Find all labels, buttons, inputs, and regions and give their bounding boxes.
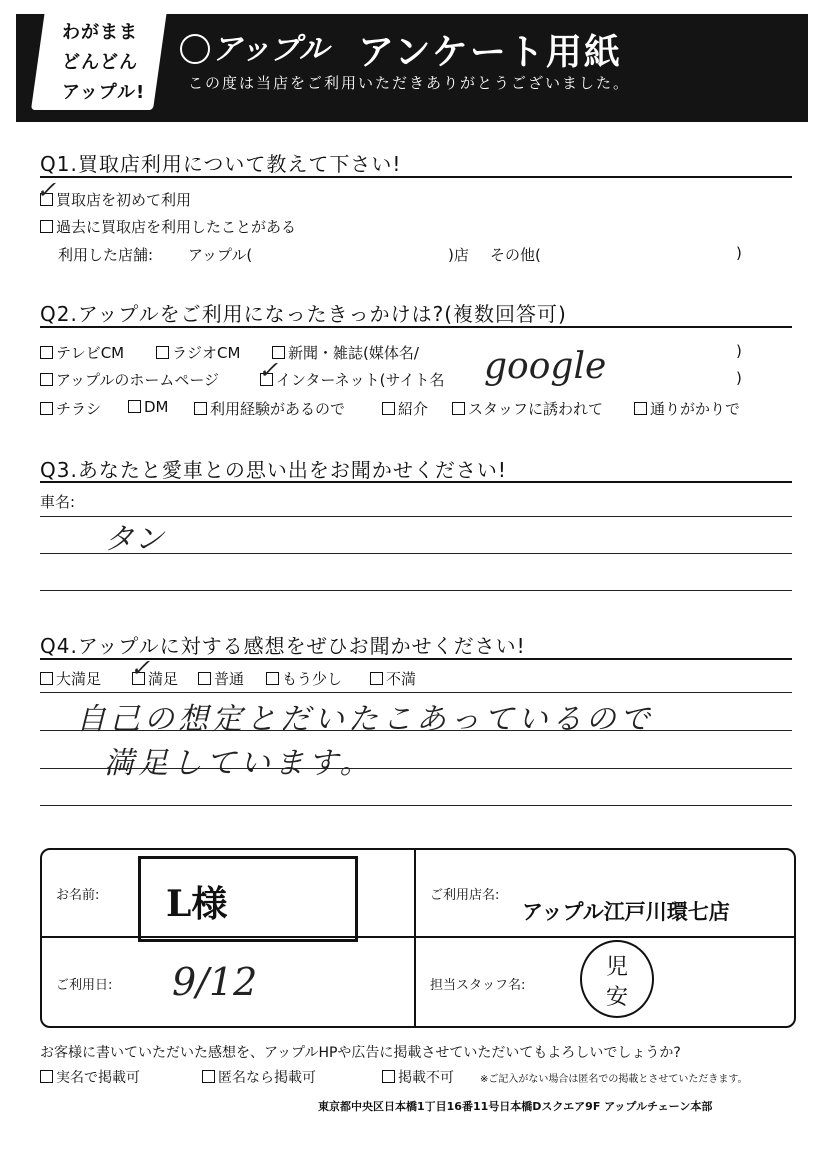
store-value: アップル江戸川環七店	[522, 899, 730, 924]
q4-option-could-be-better[interactable]: もう少し	[266, 668, 342, 689]
q2-option-referral[interactable]: 紹介	[382, 398, 428, 419]
footer-address: 東京都中央区日本橋1丁目16番11号日本橋Dスクエア9F アップルチェーン本部	[318, 1100, 713, 1113]
q2-title: Q2.アップルをご利用になったきっかけは?(複数回答可)	[40, 302, 567, 326]
slogan-line-2: どんどん	[62, 52, 138, 73]
consent-option-not-allowed[interactable]: 掲載不可	[382, 1067, 454, 1087]
q3-car-label: 車名:	[40, 493, 76, 511]
q4-line-3	[40, 768, 792, 769]
q4-comment-line-1: 自己の想定とだいたこあっているので	[76, 702, 654, 737]
q1-option-used-before[interactable]: 過去に買取店を利用したことがある	[40, 216, 296, 237]
consent-option-anonymous[interactable]: 匿名なら掲載可	[202, 1067, 316, 1087]
q2-option-internet[interactable]: インターネット(サイト名	[260, 369, 444, 390]
slogan-line-1: わがまま	[62, 22, 138, 43]
seal-char-1: 児	[605, 955, 628, 980]
date-label: ご利用日:	[56, 978, 113, 993]
q1-rule	[40, 176, 792, 178]
consent-question: お客様に書いていただいた感想を、アップルHPや広告に掲載させていただいてもよろしいでしょうか?	[40, 1045, 681, 1061]
consent-option-real-name[interactable]: 実名で掲載可	[40, 1067, 140, 1087]
q4-rule	[40, 658, 792, 660]
slogan-line-3: アップル!	[62, 82, 146, 103]
q4-comment-line-2: 満足しています。	[104, 746, 374, 781]
q3-line-3	[40, 590, 792, 591]
q4-line-4	[40, 805, 792, 806]
page-subtitle: この度は当店をご利用いただきありがとうございました。	[188, 74, 631, 92]
q4-title: Q4.アップルに対する感想をぜひお聞かせください!	[40, 634, 526, 658]
q2-option-homepage[interactable]: アップルのホームページ	[40, 369, 219, 390]
q2-rule	[40, 326, 792, 328]
q1-store-label: 利用した店舗:	[58, 246, 154, 264]
q4-line-1	[40, 692, 792, 693]
brand-logo: アップル	[212, 32, 329, 67]
q1-store-close: )	[736, 244, 742, 262]
q2-option-newspaper[interactable]: 新聞・雑誌(媒体名/	[272, 342, 419, 363]
q3-rule	[40, 481, 792, 483]
q4-option-dissatisfied[interactable]: 不満	[370, 668, 416, 689]
q1-option-first-time[interactable]: 買取店を初めて利用	[40, 189, 191, 210]
q2-row2-close: )	[736, 369, 742, 387]
date-value-handwritten: 9/12	[172, 960, 258, 1004]
q2-option-dm[interactable]: DM	[128, 398, 169, 416]
q2-option-tv[interactable]: テレビCM	[40, 342, 124, 363]
consent-note: ※ご記入がない場合は匿名での掲載とさせていただきます。	[480, 1074, 748, 1085]
name-label: お名前:	[56, 888, 100, 903]
q2-row1-close: )	[736, 342, 742, 360]
apple-logo-icon	[180, 34, 210, 64]
q1-title: Q1.買取店利用について教えて下さい!	[40, 152, 402, 176]
q2-option-flyer[interactable]: チラシ	[40, 398, 101, 419]
name-value: L様	[166, 883, 228, 925]
q3-title: Q3.あなたと愛車との思い出をお聞かせください!	[40, 458, 507, 482]
q2-option-staff[interactable]: スタッフに誘われて	[452, 398, 603, 419]
q4-option-very-satisfied[interactable]: 大満足	[40, 668, 101, 689]
q4-line-2	[40, 730, 792, 731]
q2-site-name-handwritten: google	[484, 346, 607, 387]
q4-option-satisfied[interactable]: 満足	[132, 668, 178, 689]
staff-label: 担当スタッフ名:	[430, 978, 526, 993]
q1-store-suffix: )店	[448, 246, 469, 264]
q2-option-radio[interactable]: ラジオCM	[156, 342, 240, 363]
q2-option-experience[interactable]: 利用経験があるので	[194, 398, 345, 419]
q4-option-neutral[interactable]: 普通	[198, 668, 244, 689]
q1-checkmark: ✓	[36, 176, 57, 204]
q2-option-passing-by[interactable]: 通りがかりで	[634, 398, 740, 419]
seal-char-2: 安	[605, 985, 628, 1010]
q2-checkmark: ✓	[258, 356, 279, 384]
q3-car-handwritten: タン	[104, 522, 164, 557]
store-label: ご利用店名:	[430, 888, 500, 903]
q3-line-2	[40, 553, 792, 554]
q1-store-apple: アップル(	[188, 246, 253, 264]
q1-store-other: その他(	[490, 246, 541, 264]
staff-seal-stamp	[580, 940, 654, 1018]
q4-checkmark: ✓	[130, 654, 151, 682]
page-title: アンケート用紙	[358, 32, 622, 73]
